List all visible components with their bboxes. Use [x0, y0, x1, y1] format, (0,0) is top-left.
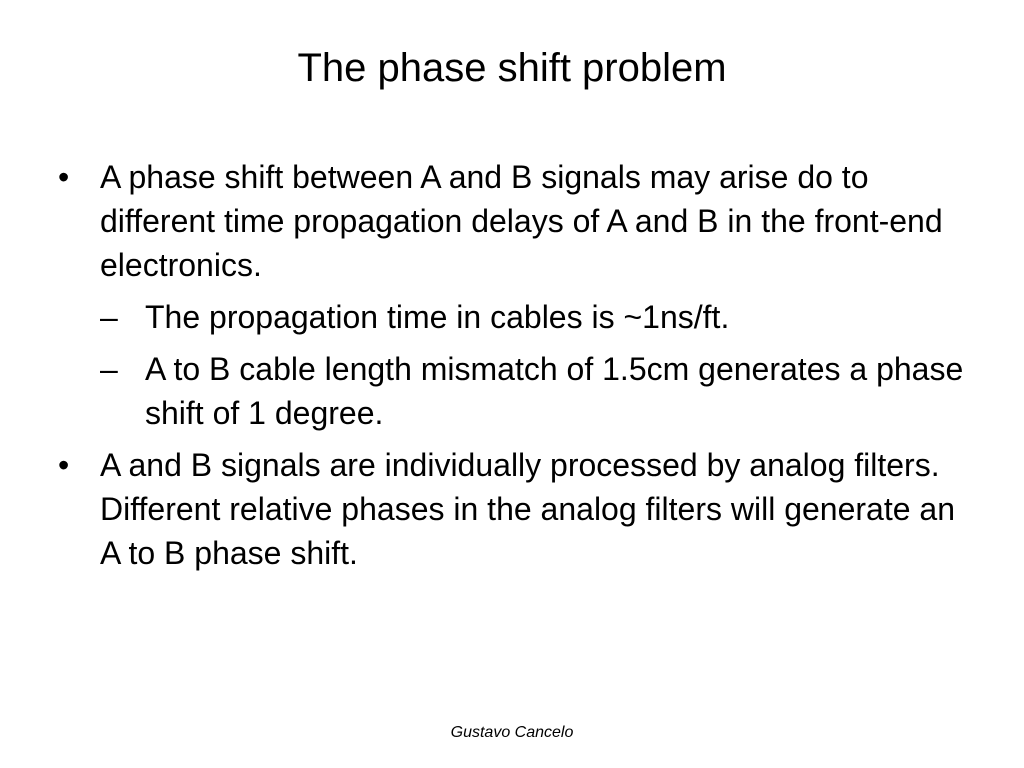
bullet-item	[58, 155, 978, 435]
bullet-item	[58, 443, 978, 575]
sub-bullet-list	[100, 295, 978, 435]
sub-bullet-text: A to B cable length mismatch of 1.5cm generates a phase shift of 1 degree.	[145, 351, 964, 431]
bullet-list	[58, 155, 978, 581]
sub-bullet-item	[100, 347, 978, 435]
bullet-marker: •	[58, 159, 70, 195]
footer-author: Gustavo Cancelo	[450, 724, 574, 741]
bullet-text: A and B signals are individually processed by analog filters. Different relative phases in the analog filters will generate an A to B phase shift.	[100, 447, 956, 571]
sub-bullet-item	[100, 295, 978, 339]
sub-bullet-text: The propagation time in cables is ~1ns/ft.	[145, 299, 730, 335]
bullet-text: A phase shift between A and B signals may arise do to different time propagation delays of A and B in the front-end electronics.	[100, 159, 943, 283]
bullet-marker: •	[58, 447, 70, 483]
sub-bullet-marker: –	[100, 299, 118, 335]
sub-bullet-marker: –	[100, 351, 118, 387]
slide-title: The phase shift problem	[297, 46, 727, 90]
